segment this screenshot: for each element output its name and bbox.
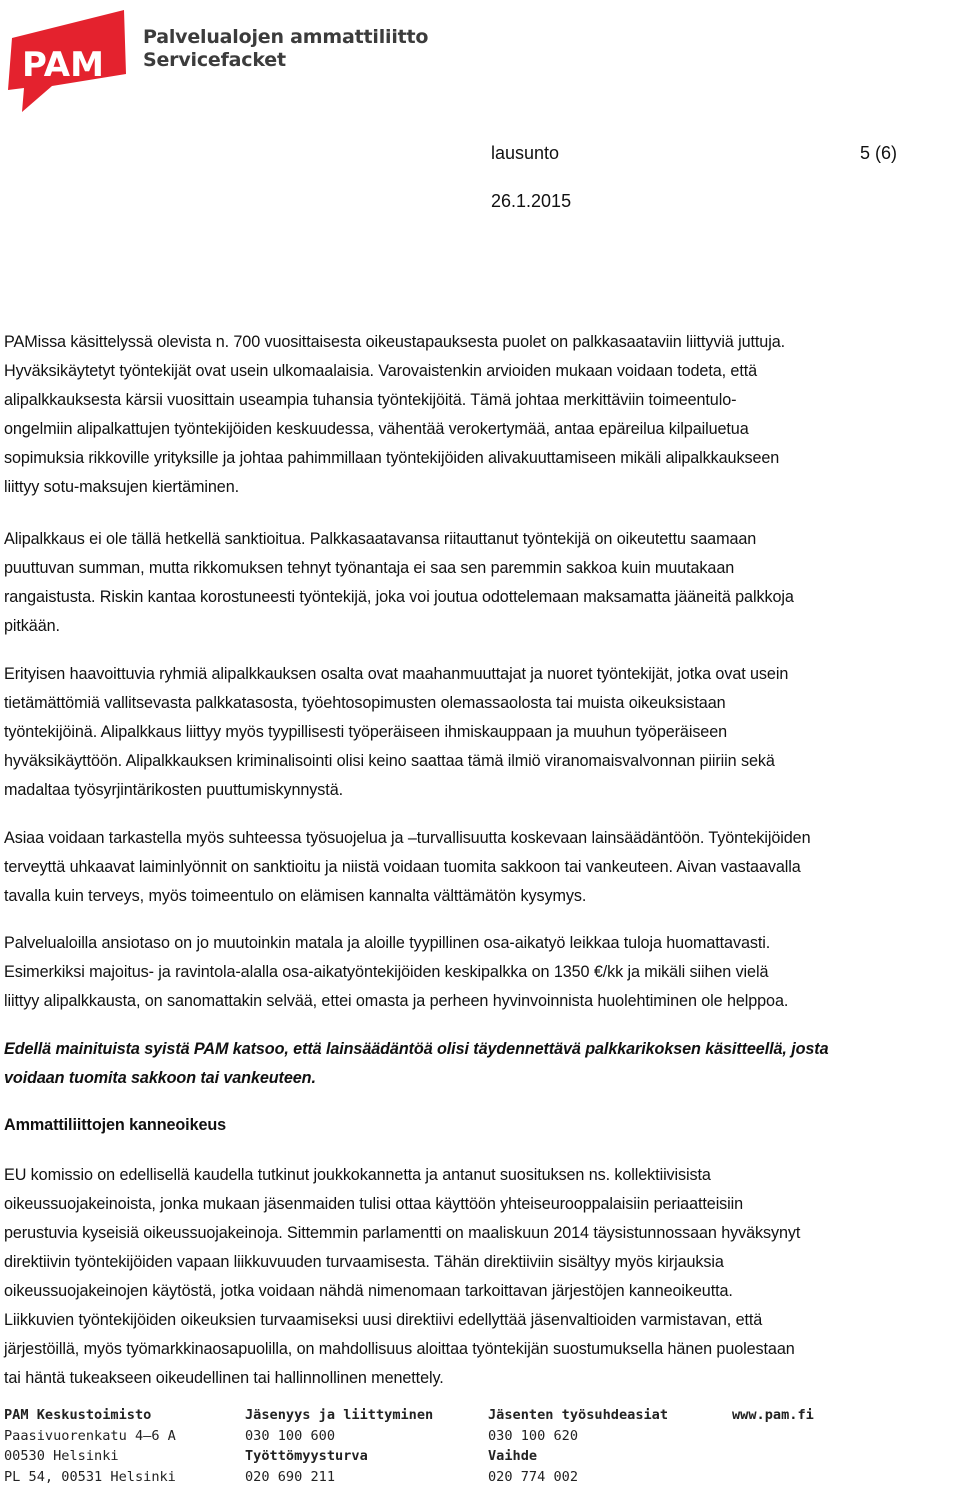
pam-logo — [4, 4, 130, 116]
text-line: Hyväksikäytetyt työntekijät ovat usein ulkomaalaisia. Varovaistenkin arvioiden mukaan voidaan todeta, että — [4, 362, 758, 380]
footer-heading: Vaihde — [488, 1448, 538, 1465]
paragraph-court-cases — [4, 328, 960, 502]
text-line: Alipalkkaus ei ole tällä hetkellä sanktioitua. Palkkasaatavansa riitauttanut työntekijä on oikeutettu saamaan — [4, 530, 757, 548]
text-line: liittyy sotu-maksujen kiertäminen. — [4, 478, 240, 496]
footer-heading: Jäsenten työsuhdeasiat — [488, 1407, 669, 1423]
text-line: tietämättömiä vallitsevasta palkkatasosta, työehtosopimusten olemassaolosta tai muista oikeuksistaan — [4, 694, 726, 712]
document-date: 26.1.2015 — [491, 191, 572, 211]
footer-column-employment — [488, 1405, 668, 1487]
paragraph-occupational-safety — [4, 824, 960, 911]
paragraph-conclusion — [4, 1035, 960, 1093]
text-line: Liikkuvien työntekijöiden oikeuksien turvaamiseksi uusi direktiivi edellyttää jäsenvaltioiden varmistavan, että — [4, 1311, 763, 1329]
text-line: oikeussuojakeinoista, jonka mukaan jäsenmaiden tulisi ottaa käyttöön yhteiseurooppalaisiin periaatteisiin — [4, 1195, 744, 1213]
text-line: perustuvia kyseisiä oikeussuojakeinoja. Sittemmin parlamentti on maaliskuun 2014 täysistunnossaan hyväksynyt — [4, 1224, 801, 1242]
paragraph-income-level — [4, 929, 960, 1016]
document-type: lausunto — [491, 143, 560, 163]
footer-heading: Työttömyysturva — [245, 1448, 368, 1465]
text-line: pitkään. — [4, 617, 60, 635]
text-line: terveyttä uhkaavat laiminlyönnit on sanktioitu ja niistä voidaan tuomita sakkoon tai vankeuteen. Aivan vastaavalla — [4, 858, 801, 876]
website-link[interactable]: www.pam.fi — [732, 1407, 814, 1423]
text-line: PAMissa käsittelyssä olevista n. 700 vuosittaisesta oikeustapauksesta puolet on palkkasaataviin liittyviä juttuja. — [4, 333, 786, 351]
org-name-line2: Servicefacket — [143, 49, 286, 71]
footer-line: PL 54, 00531 Helsinki — [4, 1468, 176, 1485]
text-line: Esimerkiksi majoitus- ja ravintola-alalla osa-aikatyöntekijöiden keskipalkka on 1350 €/kk ja mikäli siihen vielä — [4, 963, 769, 981]
text-line: hyväksikäyttöön. Alipalkkauksen kriminalisointi olisi keino saattaa tämä ilmiö viranomaisvalvonnan piiriin sekä — [4, 752, 775, 770]
footer-column-membership — [245, 1405, 433, 1487]
heading-text: Ammattiliittojen kanneoikeus — [4, 1116, 227, 1134]
paragraph-right-of-action — [4, 1161, 960, 1393]
text-line: työntekijöinä. Alipalkkaus liittyy myös tyypillisesti työperäiseen ihmiskauppaan ja muuhun työperäiseen — [4, 723, 728, 741]
paragraph-not-sanctioned — [4, 525, 960, 641]
organization-name — [143, 26, 428, 72]
footer-line: 020 774 002 — [488, 1468, 579, 1485]
footer-heading: PAM Keskustoimisto — [4, 1407, 152, 1423]
text-line: Asiaa voidaan tarkastella myös suhteessa työsuojelua ja –turvallisuutta koskevaan lainsäädäntöön. Työntekijöiden — [4, 829, 811, 847]
text-line: Erityisen haavoittuvia ryhmiä alipalkkauksen osalta ovat maahanmuuttajat ja nuoret työntekijät, jotka ovat usein — [4, 665, 789, 683]
text-line: sopimuksia rikkoville yrityksille ja johtaa pahimmillaan työntekijöiden alivakuuttamiseen mikäli alipalkkaukseen — [4, 449, 780, 467]
text-line: liittyy alipalkkausta, on sanomattakin selvää, ettei omasta ja perheen hyvinvoinnista huolehtiminen ole helppoa. — [4, 992, 789, 1010]
text-line: ongelmiin alipalkattujen työntekijöiden keskuudessa, vähentää verokertymää, antaa epäreilua kilpailuetua — [4, 420, 749, 438]
footer-column-website — [732, 1405, 814, 1426]
text-line: madaltaa työsyrjintärikosten puuttumiskynnystä. — [4, 781, 343, 799]
footer-line: 020 690 211 — [245, 1468, 336, 1485]
footer-line: 030 100 620 — [488, 1427, 579, 1444]
text-line: tai häntä tukeakseen oikeudellinen tai hallinnollinen menettely. — [4, 1369, 444, 1387]
paragraph-vulnerable-groups — [4, 660, 960, 805]
logo-mark-text: PAM — [22, 45, 104, 85]
text-line: rangaistusta. Riskin kantaa korostuneesti työntekijä, joka voi joutua odottelemaan maksamatta jääneitä palkkoja — [4, 588, 794, 606]
footer-line: Paasivuorenkatu 4–6 A — [4, 1427, 176, 1444]
footer-heading: Jäsenyys ja liittyminen — [245, 1407, 434, 1423]
footer-line: 00530 Helsinki — [4, 1448, 119, 1465]
text-line: Palvelualoilla ansiotaso on jo muutoinkin matala ja aloille tyypillinen osa-aikatyö leikkaa tuloja huomattavasti. — [4, 934, 771, 952]
text-line: oikeussuojakeinojen käytöstä, jotka voidaan nähdä nimenomaan tarkoittavan järjestöjen kanneoikeutta. — [4, 1282, 733, 1300]
text-line: järjestöillä, myös työmarkkinaosapuolilla, on mahdollisuus aloittaa työntekijän suostumuksella hänen puolestaan — [4, 1340, 795, 1358]
footer-line: 030 100 600 — [245, 1427, 336, 1444]
text-line: Edellä mainituista syistä PAM katsoo, että lainsäädäntöä olisi täydennettävä palkkarikoksen käsitteellä, josta — [4, 1040, 829, 1058]
text-line: voidaan tuomita sakkoon tai vankeuteen. — [4, 1069, 316, 1087]
section-heading — [4, 1111, 960, 1140]
footer-column-head-office — [4, 1405, 176, 1487]
page-number: 5 (6) — [860, 143, 898, 163]
text-line: tavalla kuin terveys, myös toimeentulo on elämisen kannalta välttämätön kysymys. — [4, 887, 587, 905]
text-line: alipalkkauksesta kärsii vuosittain useampia tuhansia työntekijöitä. Tämä johtaa merkittäviin toimeentulo- — [4, 391, 737, 409]
org-name-line1: Palvelualojen ammattiliitto — [143, 26, 429, 48]
text-line: direktiivin työntekijöiden vapaan liikkuvuuden turvaamisesta. Tähän direktiiviin sisältyy myös kirjauksia — [4, 1253, 724, 1271]
text-line: puuttuvan summan, mutta rikkomuksen tehnyt työnantaja ei saa sen paremmin sakkoa kuin muutakaan — [4, 559, 735, 577]
text-line: EU komissio on edellisellä kaudella tutkinut joukkokannetta ja antanut suosituksen ns. kollektiivisista — [4, 1166, 711, 1184]
